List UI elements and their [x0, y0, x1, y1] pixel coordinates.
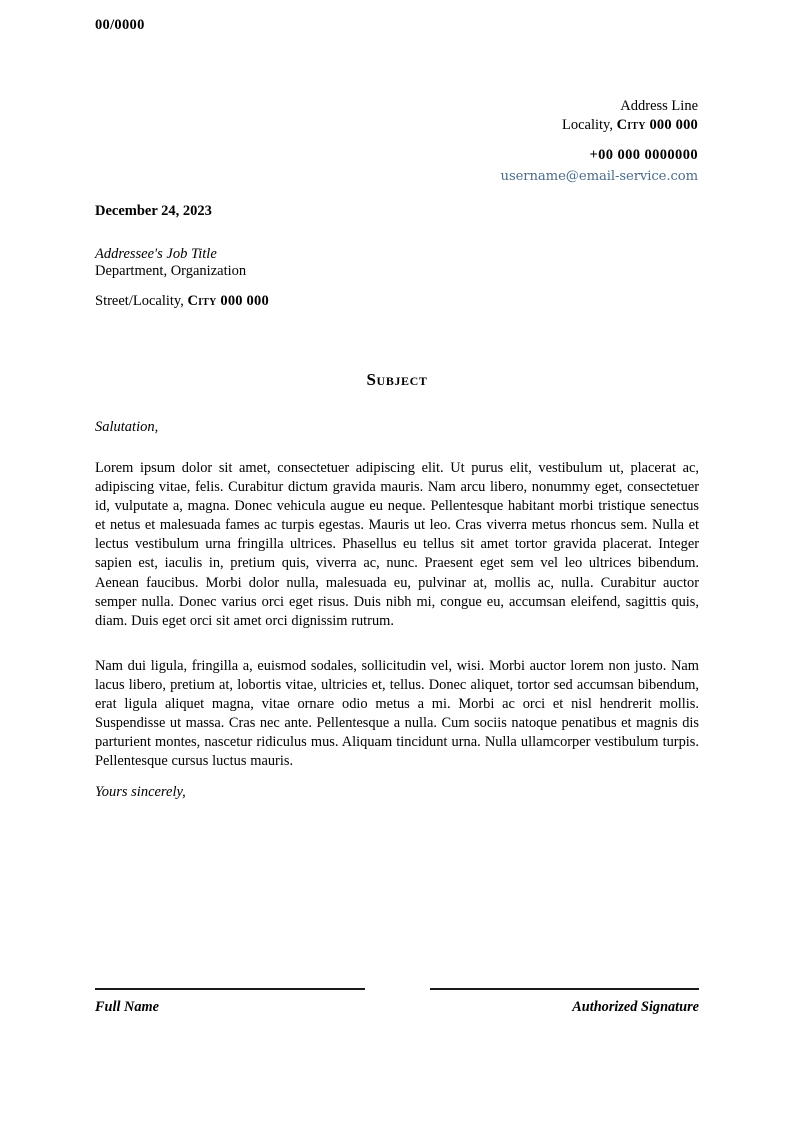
letter-salutation: Salutation, — [95, 419, 159, 435]
sender-address-block — [562, 97, 698, 135]
addressee-street-line — [95, 293, 269, 310]
addressee-job-title: Addressee's Job Title — [95, 246, 217, 262]
addressee-city-postcode: City 000 000 — [187, 293, 269, 309]
signature-block-left — [95, 988, 365, 1016]
signature-label-authorized-signature: Authorized Signature — [572, 999, 699, 1015]
addressee-street-prefix: Street/Locality, — [95, 293, 188, 309]
signature-label-full-name: Full Name — [95, 999, 159, 1015]
addressee-block — [95, 246, 246, 280]
letter-closing: Yours sincerely, — [95, 784, 186, 800]
sender-email-link[interactable]: username@email-service.com — [500, 169, 698, 184]
letter-date: December 24, 2023 — [95, 203, 212, 219]
signature-rule — [95, 988, 365, 990]
signature-block-right — [430, 988, 699, 1016]
sender-contact-block — [501, 145, 698, 187]
signature-rule — [430, 988, 699, 990]
signature-row — [95, 988, 699, 1028]
letter-subject: Subject — [366, 370, 428, 389]
reference-number: 00/0000 — [95, 17, 145, 33]
sender-address-line: Address Line — [620, 98, 698, 114]
sender-locality-prefix: Locality, — [561, 117, 617, 133]
sender-city-postcode: City 000 000 — [616, 117, 698, 133]
body-paragraph: Nam dui ligula, fringilla a, euismod sodales, sollicitudin vel, wisi. Morbi auctor lorem non justo. Nam lacus libero, pretium at, lobortis vitae, ultricies et, tellus. Donec aliquet, tortor sed accumsan bibendum, erat ligula aliquet magna, vitae ornare odio metus a mi. Morbi ac orci et nisl hendrerit mollis. Suspendisse ut massa. Cras nec ante. Pellentesque a nulla. Cum sociis natoque penatibus et magnis dis parturient montes, nascetur ridiculus mus. Aliquam tincidunt urna. Nulla ullamcorper vestibulum turpis. Pellentesque cursus luctus mauris. — [95, 657, 699, 770]
sender-locality-line — [562, 116, 698, 135]
body-paragraph: Lorem ipsum dolor sit amet, consectetuer adipiscing elit. Ut purus elit, vestibulum ut, placerat ac, adipiscing vitae, felis. Curabitur dictum gravida mauris. Nam arcu libero, nonummy eget, consectetuer id, vulputate a, magna. Donec vehicula augue eu neque. Pellentesque habitant morbi tristique senectus et netus et malesuada fames ac turpis egestas. Mauris ut leo. Cras viverra metus rhoncus sem. Nulla et lectus vestibulum urna fringilla ultrices. Phasellus eu tellus sit amet tortor gravida placerat. Integer sapien est, iaculis in, pretium quis, viverra ac, nunc. Praesent eget sem vel leo ultrices bibendum. Aenean faucibus. Morbi dolor nulla, malesuada eu, pulvinar at, mollis ac, nulla. Curabitur auctor semper nulla. Donec varius orci eget risus. Duis nibh mi, congue eu, accumsan eleifend, sagittis quis, diam. Duis eget orci sit amet orci dignissim rutrum. — [95, 460, 699, 629]
sender-phone: +00 000 0000000 — [589, 147, 698, 163]
letter-body — [95, 459, 699, 771]
addressee-department-organization: Department, Organization — [95, 263, 247, 279]
